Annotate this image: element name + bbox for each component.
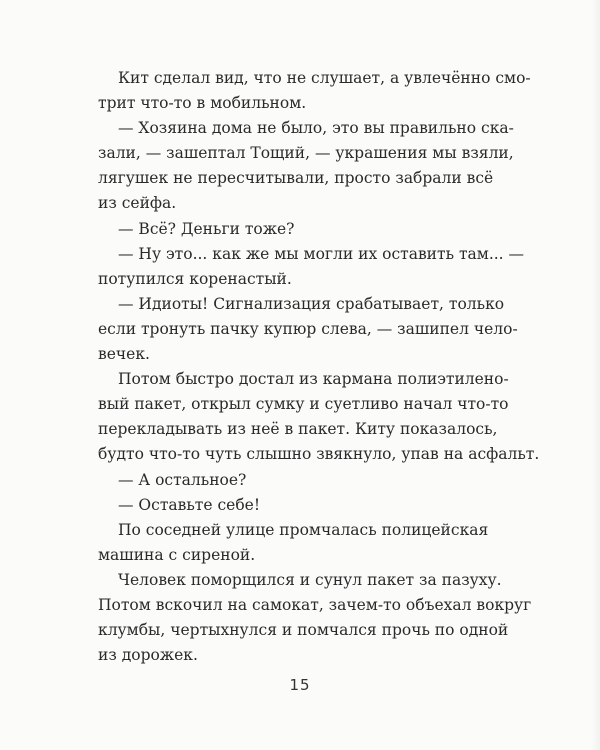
text-line: трит что-то в мобильном. [98, 94, 307, 113]
text-line: — Ну это... как же мы могли их оставить там... — [118, 244, 525, 263]
text-line: Кит сделал вид, что не слушает, а увлечённо смо- [118, 69, 531, 87]
page-edge-shade [592, 0, 600, 750]
body-text [98, 66, 540, 668]
text-line: — Оставьте себе! [118, 495, 261, 514]
text-line: если тронуть пачку купюр слева, — зашипел чело- [98, 319, 518, 338]
text-line: — А остальное? [118, 470, 247, 489]
text-line: Человек поморщился и сунул пакет за пазуху. [118, 570, 502, 589]
text-line: — Всё? Деньги тоже? [118, 219, 295, 238]
text-line: машина с сиреной. [98, 545, 256, 564]
text-line: Потом вскочил на самокат, зачем-то объехал вокруг [98, 595, 532, 614]
text-line: — Идиоты! Сигнализация срабатывает, только [118, 294, 505, 313]
text-line: вый пакет, открыл сумку и суетливо начал что-то [98, 395, 509, 414]
text-line: лягушек не пересчитывали, просто забрали всё [98, 169, 494, 188]
text-line: потупился коренастый. [98, 269, 292, 288]
text-line: Потом быстро достал из кармана полиэтилено- [118, 370, 509, 389]
text-line: клумбы, чертыхнулся и помчался прочь по одной [98, 621, 509, 640]
text-line: из сейфа. [98, 194, 177, 213]
text-line: будто что-то чуть слышно звякнуло, упав на асфальт. [98, 445, 540, 464]
page-number: 15 [289, 676, 311, 694]
text-line: По соседней улице промчалась полицейская [118, 520, 489, 539]
text-line: вечек. [98, 345, 150, 364]
text-line: зали, — зашептал Тощий, — украшения мы взяли, [98, 144, 514, 163]
text-line: из дорожек. [98, 646, 198, 665]
text-line: — Хозяина дома не было, это вы правильно ска- [118, 119, 514, 138]
text-line: перекладывать из неё в пакет. Киту показалось, [98, 420, 498, 439]
